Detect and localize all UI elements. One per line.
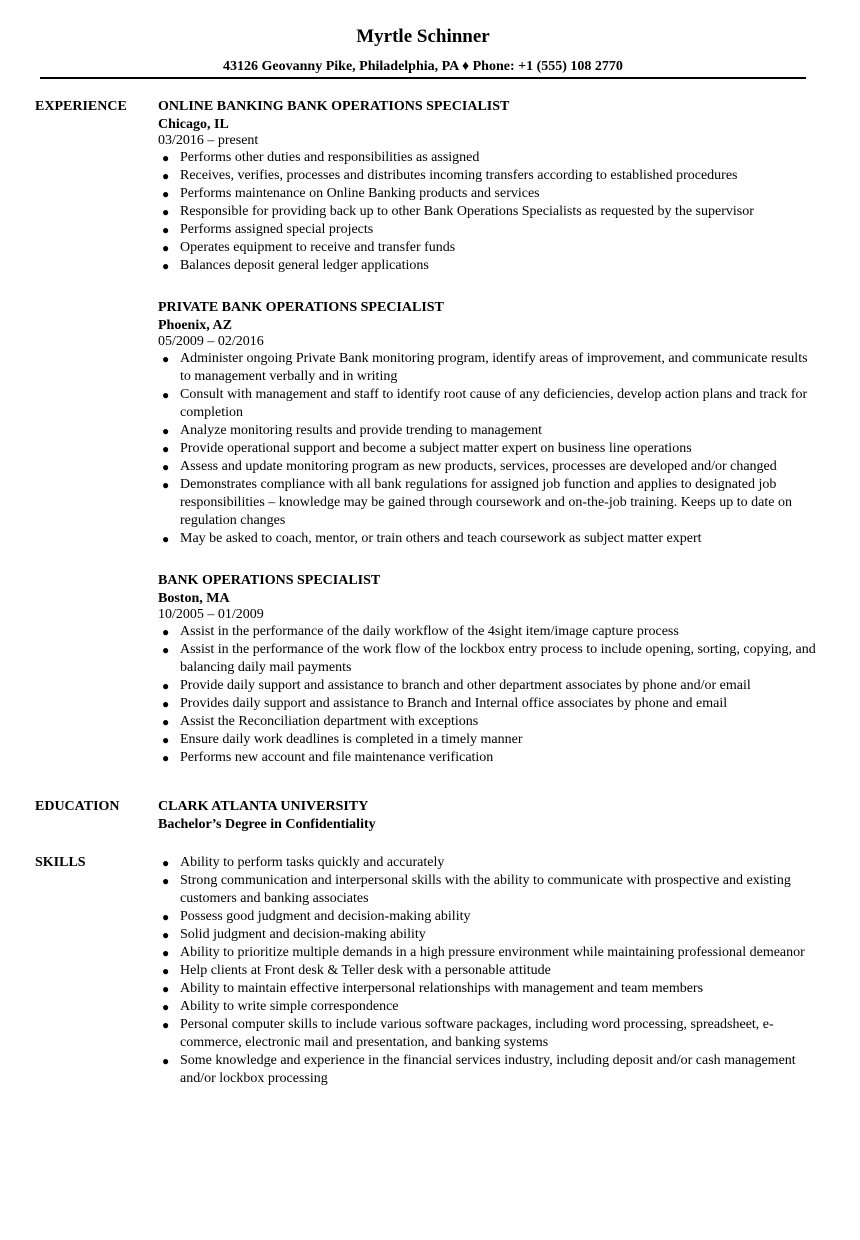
list-item	[158, 731, 818, 749]
list-item	[158, 149, 818, 167]
list-item-text: May be asked to coach, mentor, or train others and teach coursework as subject matter expert	[180, 531, 702, 546]
list-item-text: Ability to perform tasks quickly and accurately	[180, 855, 445, 870]
list-item-text: Help clients at Front desk & Teller desk with a personable attitude	[180, 963, 551, 978]
list-item	[158, 962, 818, 980]
job-location: Boston, MA	[158, 591, 230, 606]
job-dates: 10/2005 – 01/2009	[158, 607, 264, 622]
job-duties	[158, 149, 818, 275]
bullet-icon: ●	[162, 259, 170, 273]
job-entry	[158, 98, 818, 275]
list-item-text: Ability to maintain effective interpersonal relationships with management and team members	[180, 981, 704, 996]
list-item-text: Ability to prioritize multiple demands in a high pressure environment while maintaining professional demeanor	[180, 945, 805, 960]
bullet-icon: ●	[162, 982, 170, 996]
degree-name: Bachelor’s Degree in Confidentiality	[158, 817, 376, 832]
bullet-icon: ●	[162, 1000, 170, 1014]
list-item	[158, 167, 818, 185]
list-item	[158, 749, 818, 767]
list-item	[158, 1052, 818, 1088]
list-item-text: Assess and update monitoring program as new products, services, processes are developed and/or changed	[180, 459, 777, 474]
list-item-text: Performs new account and file maintenance verification	[180, 750, 494, 765]
list-item-text: Some knowledge and experience in the financial services industry, including deposit and/or cash management and/or lockbox processing	[180, 1053, 796, 1086]
list-item-text: Assist in the performance of the work flow of the lockbox entry process to include opening, sorting, copying, and balancing daily mail payments	[180, 642, 816, 675]
bullet-icon: ●	[162, 697, 170, 711]
job-duties	[158, 623, 818, 767]
list-item-text: Responsible for providing back up to other Bank Operations Specialists as requested by the supervisor	[180, 204, 754, 219]
list-item	[158, 458, 818, 476]
list-item	[158, 422, 818, 440]
list-item-text: Ensure daily work deadlines is completed in a timely manner	[180, 732, 523, 747]
bullet-icon: ●	[162, 460, 170, 474]
job-title: ONLINE BANKING BANK OPERATIONS SPECIALIST	[158, 99, 510, 114]
candidate-name: Myrtle Schinner	[356, 26, 490, 47]
list-item	[158, 386, 818, 422]
education-entry	[158, 798, 818, 834]
bullet-icon: ●	[162, 625, 170, 639]
list-item	[158, 998, 818, 1016]
job-entry	[158, 572, 818, 767]
list-item-text: Ability to write simple correspondence	[180, 999, 399, 1014]
bullet-icon: ●	[162, 169, 170, 183]
list-item	[158, 854, 818, 872]
bullet-icon: ●	[162, 733, 170, 747]
experience-list	[158, 98, 818, 767]
section-label-education: EDUCATION	[35, 799, 120, 814]
header-divider	[40, 77, 806, 79]
skills-bullets	[158, 854, 818, 1088]
bullet-icon: ●	[162, 910, 170, 924]
school-name: CLARK ATLANTA UNIVERSITY	[158, 799, 369, 814]
job-location: Chicago, IL	[158, 117, 229, 132]
bullet-icon: ●	[162, 928, 170, 942]
bullet-icon: ●	[162, 151, 170, 165]
bullet-icon: ●	[162, 187, 170, 201]
list-item-text: Analyze monitoring results and provide trending to management	[180, 423, 542, 438]
bullet-icon: ●	[162, 241, 170, 255]
list-item	[158, 257, 818, 275]
list-item-text: Provide daily support and assistance to branch and other department associates by phone and/or email	[180, 678, 751, 693]
list-item-text: Solid judgment and decision-making ability	[180, 927, 426, 942]
job-title: PRIVATE BANK OPERATIONS SPECIALIST	[158, 300, 444, 315]
list-item	[158, 239, 818, 257]
list-item	[158, 221, 818, 239]
list-item-text: Administer ongoing Private Bank monitoring program, identify areas of improvement, and communicate results to management verbally and in writing	[180, 351, 808, 384]
list-item-text: Balances deposit general ledger applications	[180, 258, 429, 273]
job-entry	[158, 299, 818, 548]
bullet-icon: ●	[162, 478, 170, 492]
bullet-icon: ●	[162, 856, 170, 870]
bullet-icon: ●	[162, 424, 170, 438]
bullet-icon: ●	[162, 751, 170, 765]
list-item-text: Performs assigned special projects	[180, 222, 374, 237]
list-item-text: Assist the Reconciliation department with exceptions	[180, 714, 479, 729]
section-label-skills: SKILLS	[35, 855, 86, 870]
bullet-icon: ●	[162, 874, 170, 888]
bullet-icon: ●	[162, 643, 170, 657]
list-item	[158, 908, 818, 926]
list-item	[158, 713, 818, 731]
list-item	[158, 944, 818, 962]
list-item	[158, 623, 818, 641]
list-item-text: Receives, verifies, processes and distributes incoming transfers according to established procedures	[180, 168, 738, 183]
list-item	[158, 185, 818, 203]
list-item	[158, 695, 818, 713]
list-item	[158, 1016, 818, 1052]
bullet-icon: ●	[162, 532, 170, 546]
list-item-text: Performs other duties and responsibilities as assigned	[180, 150, 480, 165]
bullet-icon: ●	[162, 946, 170, 960]
list-item-text: Consult with management and staff to identify root cause of any deficiencies, develop action plans and track for completion	[180, 387, 808, 420]
job-dates: 03/2016 – present	[158, 133, 259, 148]
list-item	[158, 476, 818, 530]
contact-line: 43126 Geovanny Pike, Philadelphia, PA ♦ Phone: +1 (555) 108 2770	[223, 59, 623, 74]
list-item	[158, 530, 818, 548]
list-item-text: Provide operational support and become a subject matter expert on business line operations	[180, 441, 692, 456]
bullet-icon: ●	[162, 352, 170, 366]
list-item	[158, 203, 818, 221]
bullet-icon: ●	[162, 679, 170, 693]
list-item	[158, 980, 818, 998]
job-dates: 05/2009 – 02/2016	[158, 334, 264, 349]
list-item	[158, 641, 818, 677]
list-item	[158, 350, 818, 386]
list-item-text: Strong communication and interpersonal skills with the ability to communicate with prospective and existing customers and banking associates	[180, 873, 791, 906]
bullet-icon: ●	[162, 1054, 170, 1068]
section-label-experience: EXPERIENCE	[35, 99, 127, 114]
list-item-text: Performs maintenance on Online Banking products and services	[180, 186, 540, 201]
list-item	[158, 926, 818, 944]
list-item	[158, 872, 818, 908]
bullet-icon: ●	[162, 223, 170, 237]
bullet-icon: ●	[162, 442, 170, 456]
list-item-text: Operates equipment to receive and transfer funds	[180, 240, 456, 255]
bullet-icon: ●	[162, 715, 170, 729]
list-item	[158, 677, 818, 695]
list-item-text: Demonstrates compliance with all bank regulations for assigned job function and applies to designated job responsibilities – knowledge may be gained through coursework and on-the-job training. Keeps up to date on regulation changes	[180, 477, 792, 528]
list-item-text: Provides daily support and assistance to Branch and Internal office associates by phone and email	[180, 696, 728, 711]
job-duties	[158, 350, 818, 548]
list-item-text: Possess good judgment and decision-making ability	[180, 909, 471, 924]
bullet-icon: ●	[162, 388, 170, 402]
skills-list	[158, 854, 818, 1088]
list-item-text: Personal computer skills to include various software packages, including word processing, spreadsheet, e-commerce, electronic mail and presentation, and banking systems	[180, 1017, 774, 1050]
job-title: BANK OPERATIONS SPECIALIST	[158, 573, 381, 588]
list-item-text: Assist in the performance of the daily workflow of the 4sight item/image capture process	[180, 624, 679, 639]
bullet-icon: ●	[162, 1018, 170, 1032]
list-item	[158, 440, 818, 458]
job-location: Phoenix, AZ	[158, 318, 232, 333]
bullet-icon: ●	[162, 964, 170, 978]
bullet-icon: ●	[162, 205, 170, 219]
